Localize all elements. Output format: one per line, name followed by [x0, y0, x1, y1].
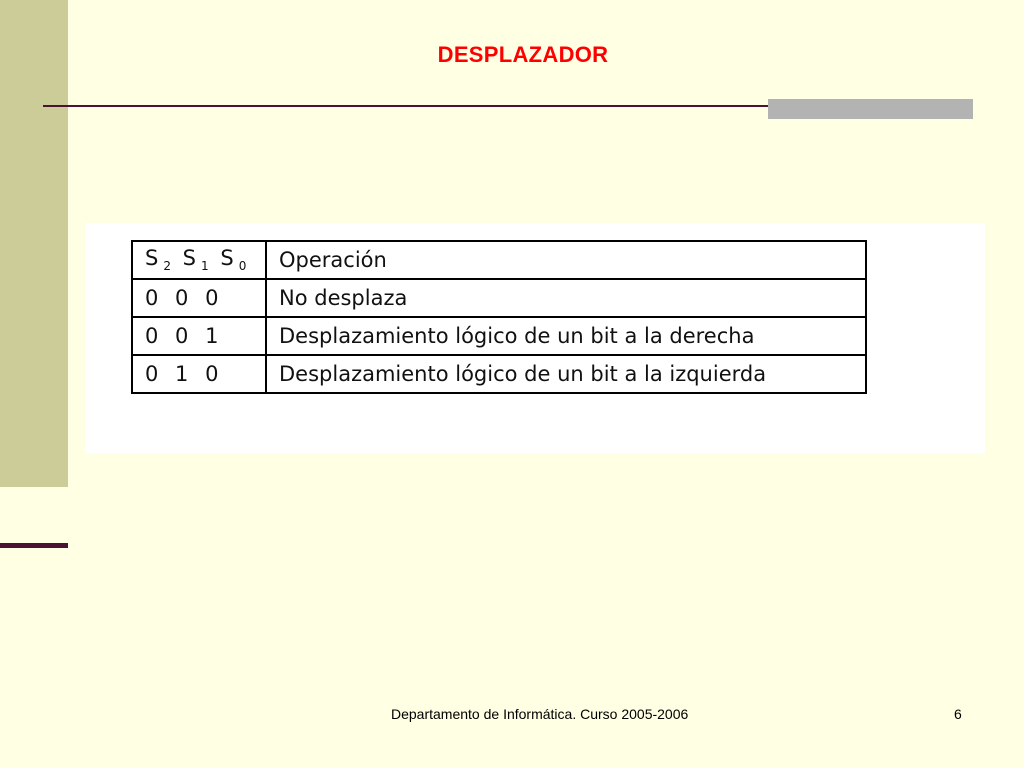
operation-cell: Desplazamiento lógico de un bit a la izquierda: [266, 355, 866, 393]
table-image-panel: [85, 223, 985, 453]
page-number: 6: [954, 706, 962, 722]
table-row: [132, 279, 866, 317]
selector-code-cell: 0 0 0: [132, 279, 266, 317]
selector-header-cell: [132, 241, 266, 279]
selector-letter: S: [220, 246, 239, 271]
table-header-row: [132, 241, 866, 279]
operation-cell: No desplaza: [266, 279, 866, 317]
left-accent-rule: [0, 543, 68, 548]
selector-index: 1: [201, 259, 209, 274]
operation-header-cell: Operación: [266, 241, 866, 279]
selector-code-cell: 0 1 0: [132, 355, 266, 393]
selector-code-cell: 0 0 1: [132, 317, 266, 355]
table-row: [132, 355, 866, 393]
operation-cell: Desplazamiento lógico de un bit a la derecha: [266, 317, 866, 355]
left-side-band: [0, 0, 68, 487]
selector-index: 2: [163, 259, 171, 274]
selector-index: 0: [238, 259, 247, 274]
selector-letter: S: [145, 246, 164, 271]
table-row: [132, 317, 866, 355]
shift-operations-table: [131, 240, 867, 394]
selector-letter: S: [182, 246, 202, 271]
title-grey-bar: [768, 99, 973, 119]
slide-title: DESPLAZADOR: [437, 42, 609, 67]
slide-footer: Departamento de Informática. Curso 2005-2006: [391, 706, 689, 722]
